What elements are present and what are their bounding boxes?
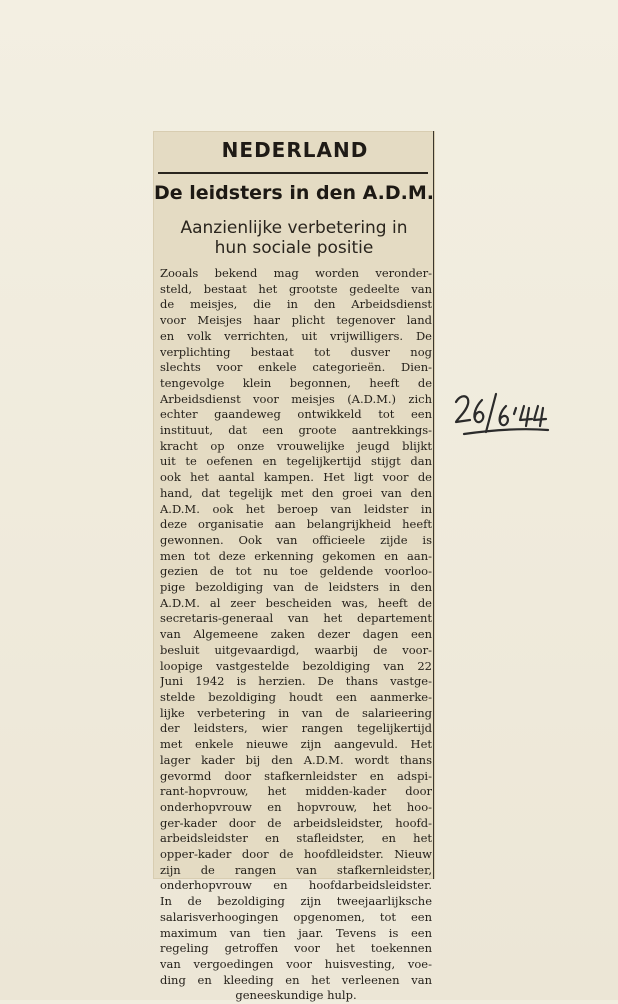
article-line: slechts voor enkele categorieën. Dien- <box>160 360 432 375</box>
article-line: lijke verbetering in van de salarieering <box>160 705 432 720</box>
article-line: stelde bezoldiging houdt een aanmerke- <box>160 689 432 704</box>
article-body <box>160 266 432 1004</box>
column-rule <box>433 131 434 879</box>
article-line: In de bezoldiging zijn tweejaarlijksche <box>160 894 432 909</box>
article-line: maximum van tien jaar. Tevens is een <box>160 925 432 940</box>
article-line: regeling getroffen voor het toekennen <box>160 941 432 956</box>
article-line: gezien de tot nu toe geldende voorloo- <box>160 564 432 579</box>
article-line: tengevolge klein begonnen, heeft de <box>160 375 432 390</box>
article-line: en volk verrichten, uit vrijwilligers. De <box>160 328 432 343</box>
article-line: arbeidsleidster en stafleidster, en het <box>160 831 432 846</box>
article-line: besluit uitgevaardigd, waarbij de voor- <box>160 642 432 657</box>
article-line: lager kader bij den A.D.M. wordt thans <box>160 752 432 767</box>
article-line: onderhopvrouw en hoofdarbeidsleidster. <box>160 878 432 893</box>
article-line: secretaris-generaal van het departement <box>160 611 432 626</box>
article-line: ding en kleeding en het verleenen van <box>160 972 432 987</box>
article-line: kracht op onze vrouwelijke jeugd blijkt <box>160 438 432 453</box>
article-headline: De leidsters in den A.D.M. <box>153 182 435 204</box>
article-line: de meisjes, die in den Arbeidsdienst <box>160 297 432 312</box>
article-line: uit te oefenen en tegelijkertijd stijgt dan <box>160 454 432 469</box>
article-line: A.D.M. ook het beroep van leidster in <box>160 501 432 516</box>
article-line: van Algemeene zaken dezer dagen een <box>160 627 432 642</box>
article-line: ook het aantal kampen. Het ligt voor de <box>160 470 432 485</box>
article-line: met enkele nieuwe zijn aangevuld. Het <box>160 737 432 752</box>
article-line: Zooals bekend mag worden veronder- <box>160 266 432 280</box>
article-line: steld, bestaat het grootste gedeelte van <box>160 281 432 296</box>
article-line: zijn de rangen van stafkernleidster, <box>160 862 432 877</box>
article-line: deze organisatie aan belangrijkheid heeft <box>160 517 432 532</box>
section-title: NEDERLAND <box>221 138 369 162</box>
article-line: der leidsters, wier rangen tegelijkertijd <box>160 721 432 736</box>
article-subheadline: Aanzienlijke verbetering in hun sociale positie <box>180 218 408 258</box>
article-line: gevormd door stafkernleidster en adspi- <box>160 768 432 783</box>
article-line: rant-hopvrouw, het midden-kader door <box>160 784 432 799</box>
handwritten-date-annotation <box>452 388 552 444</box>
title-divider <box>158 172 428 174</box>
article-line: men tot deze erkenning gekomen en aan- <box>160 548 432 563</box>
article-line: opper-kader door de hoofdleidster. Nieuw <box>160 847 432 862</box>
article-line: voor Meisjes haar plicht tegenover land <box>160 313 432 328</box>
article-line: echter gaandeweg ontwikkeld tot een <box>160 407 432 422</box>
article-line: salarisverhoogingen opgenomen, tot een <box>160 909 432 924</box>
article-line: ger-kader door de arbeidsleidster, hoofd- <box>160 815 432 830</box>
article-line: onderhopvrouw en hopvrouw, het hoo- <box>160 799 432 814</box>
article-line: pige bezoldiging van de leidsters in den <box>160 580 432 595</box>
article-line: A.D.M. al zeer bescheiden was, heeft de <box>160 595 432 610</box>
article-line: van vergoedingen voor huisvesting, voe- <box>160 956 432 971</box>
article-line: instituut, dat een groote aantrekkings- <box>160 423 432 438</box>
article-line: Juni 1942 is herzien. De thans vastge- <box>160 674 432 689</box>
article-line: Arbeidsdienst voor meisjes (A.D.M.) zich <box>160 391 432 406</box>
article-line: hand, dat tegelijk met den groei van den <box>160 485 432 500</box>
article-line: geneeskundige hulp. <box>235 988 357 1003</box>
article-line: loopige vastgestelde bezoldiging van 22 <box>160 658 432 673</box>
article-line: verplichting bestaat tot dusver nog <box>160 344 432 359</box>
article-line: gewonnen. Ook van officieele zijde is <box>160 532 432 547</box>
